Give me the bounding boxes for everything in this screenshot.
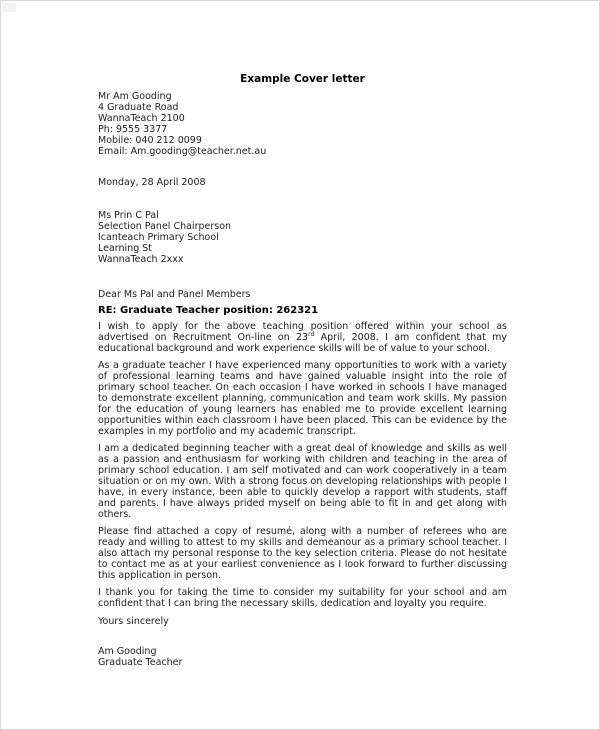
letter-date: Monday, 28 April 2008 bbox=[98, 177, 206, 188]
sender-address-block bbox=[98, 91, 507, 157]
paragraph-2: As a graduate teacher I have experienced many opportunities to work with a variety of professional learning teams and have gained valuable insight into the role of primary school teacher. On each occasion I have worked in schools I have managed to demonstrate excellent planning, communication and team work skills. My passion for the education of young learners has enabled me to provide excellent learning opportunities within each classroom I have been placed. This can be evidence by the examples in my portfolio and my academic transcript. bbox=[98, 360, 507, 437]
sender-suburb: WannaTeach 2100 bbox=[98, 113, 185, 124]
paragraph-3: I am a dedicated beginning teacher with a great deal of knowledge and skills as well as a passion and enthusiasm for working with children and teaching in the area of primary school education. I am self motivated and can work cooperatively in a team situation or on my own. With a strong focus on developing relationships with people I have, in every instance, been able to quickly develop a rapport with students, staff and parents. I have always prided myself on being able to fit in and get along with others. bbox=[98, 443, 507, 520]
signature-title: Graduate Teacher bbox=[98, 657, 183, 668]
closing: Yours sincerely bbox=[98, 616, 169, 627]
recipient-name: Ms Prin C Pal bbox=[98, 210, 159, 221]
recipient-street: Learning St bbox=[98, 243, 153, 254]
sender-email: Email: Am.gooding@teacher.net.au bbox=[98, 146, 267, 157]
recipient-suburb: WannaTeach 2xxx bbox=[98, 254, 184, 265]
paragraph-4: Please find attached a copy of resumé, along with a number of referees who are ready and willing to attest to my skills and demeanour as a primary school teacher. I also attach my personal response to the key selection criteria. Please do not hesitate to contact me as at your earliest convenience as I look forward to further discussing this application in person. bbox=[98, 526, 507, 581]
letter-title: Example Cover letter bbox=[240, 73, 365, 85]
paragraph-1-text-continued: April, 2008. I am confident that my educational background and work experience skills will be of value to your school. bbox=[98, 332, 507, 354]
letter-body bbox=[98, 1, 507, 668]
signature-block bbox=[98, 646, 507, 668]
signature-name: Am Gooding bbox=[98, 646, 157, 657]
sender-phone: Ph: 9555 3377 bbox=[98, 124, 168, 135]
paragraph-1 bbox=[98, 321, 507, 354]
ordinal-superscript: rd bbox=[308, 330, 315, 338]
recipient-school: Icanteach Primary School bbox=[98, 232, 219, 243]
sender-name: Mr Am Gooding bbox=[98, 91, 172, 102]
paragraph-5: I thank you for taking the time to consider my suitability for your school and am confident that I can bring the necessary skills, dedication and loyalty you require. bbox=[98, 587, 507, 609]
sender-mobile: Mobile: 040 212 0099 bbox=[98, 135, 202, 146]
salutation: Dear Ms Pal and Panel Members bbox=[98, 289, 251, 300]
recipient-role: Selection Panel Chairperson bbox=[98, 221, 232, 232]
paragraph-1-text: I wish to apply for the above teaching position offered within your school as advertised on Recruitment On-line on 23 bbox=[98, 321, 507, 343]
scan-corner-artifact bbox=[3, 3, 16, 12]
sender-street: 4 Graduate Road bbox=[98, 102, 179, 113]
subject-line: RE: Graduate Teacher position: 262321 bbox=[98, 305, 319, 316]
recipient-address-block bbox=[98, 210, 507, 265]
